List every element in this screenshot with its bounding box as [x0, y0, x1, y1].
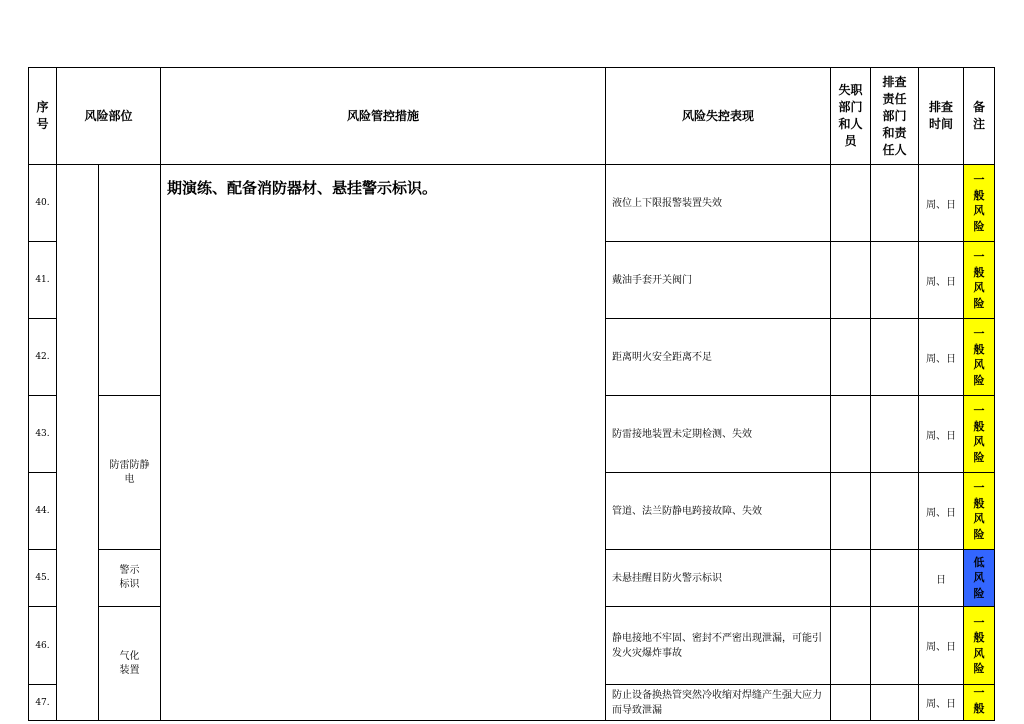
header-seq: [29, 68, 57, 165]
risk-level-cell: [964, 396, 995, 473]
row-number: 43.: [29, 396, 57, 473]
check-time-cell: 周、日: [919, 607, 964, 685]
header-check-time-text: 排查时间: [929, 100, 954, 131]
risk-level-text: 一般: [973, 686, 985, 715]
failure-cell: 防雷接地装置未定期检测、失效: [606, 396, 831, 473]
check-resp-cell: [871, 685, 919, 721]
table-row: [29, 165, 995, 242]
risk-level-cell: [964, 319, 995, 396]
check-resp-cell: [871, 165, 919, 242]
row-number: 44.: [29, 473, 57, 550]
risk-level-text: 一般风险: [973, 327, 985, 387]
measures-cell: 期演练、配备消防器材、悬挂警示标识。: [161, 165, 606, 721]
check-time-cell: 周、日: [919, 473, 964, 550]
check-time-cell: 周、日: [919, 165, 964, 242]
dept-cell: [831, 396, 871, 473]
header-failure: 风险失控表现: [606, 68, 831, 165]
location-sub-blank: [99, 165, 161, 396]
check-resp-cell: [871, 242, 919, 319]
dept-cell: [831, 242, 871, 319]
row-number: 45.: [29, 550, 57, 607]
check-resp-cell: [871, 607, 919, 685]
risk-level-text: 一般风险: [973, 250, 985, 310]
row-number: 41.: [29, 242, 57, 319]
risk-level-cell: [964, 607, 995, 685]
dept-cell: [831, 607, 871, 685]
risk-level-cell: [964, 165, 995, 242]
check-time-cell: 周、日: [919, 396, 964, 473]
failure-cell: 距离明火安全距离不足: [606, 319, 831, 396]
failure-cell: 防止设备换热管突然冷收缩对焊缝产生强大应力而导致泄漏: [606, 685, 831, 721]
location-gasify: [99, 607, 161, 721]
location-merged-cell: [57, 165, 99, 721]
dept-cell: [831, 319, 871, 396]
location-warning-text: 警示标识: [119, 565, 140, 590]
risk-level-cell: [964, 550, 995, 607]
dept-cell: [831, 685, 871, 721]
failure-cell: 未悬挂醒目防火警示标识: [606, 550, 831, 607]
risk-control-table: [28, 67, 995, 721]
risk-level-text: 一般风险: [973, 615, 985, 675]
risk-level-cell: [964, 685, 995, 721]
check-resp-cell: [871, 473, 919, 550]
header-row: [29, 68, 995, 165]
check-time-cell: 周、日: [919, 242, 964, 319]
failure-cell: 戴油手套开关阀门: [606, 242, 831, 319]
header-dept: [831, 68, 871, 165]
header-location: 风险部位: [57, 68, 161, 165]
location-warning: [99, 550, 161, 607]
risk-level-text: 一般风险: [973, 481, 985, 541]
dept-cell: [831, 473, 871, 550]
row-number: 42.: [29, 319, 57, 396]
risk-level-text: 一般风险: [973, 173, 985, 233]
dept-cell: [831, 165, 871, 242]
row-number: 40.: [29, 165, 57, 242]
header-remark-text: 备注: [973, 100, 986, 131]
check-resp-cell: [871, 396, 919, 473]
location-lightning-text: 防雷防静电: [109, 459, 150, 485]
header-measures: 风险管控措施: [161, 68, 606, 165]
header-check-resp: [871, 68, 919, 165]
risk-level-text: 一般风险: [973, 404, 985, 464]
risk-level-cell: [964, 473, 995, 550]
row-number: 47.: [29, 685, 57, 721]
header-dept-text: 失职部门和人员: [838, 83, 863, 148]
failure-cell: 管道、法兰防静电跨接故障、失效: [606, 473, 831, 550]
risk-level-cell: [964, 242, 995, 319]
header-check-resp-text: 排查责任部门和责任人: [882, 74, 907, 157]
row-number: 46.: [29, 607, 57, 685]
check-time-cell: 日: [919, 550, 964, 607]
check-resp-cell: [871, 550, 919, 607]
failure-cell: 静电接地不牢固、密封不严密出现泄漏，可能引发火灾爆炸事故: [606, 607, 831, 685]
check-time-cell: 周、日: [919, 685, 964, 721]
header-check-time: [919, 68, 964, 165]
check-resp-cell: [871, 319, 919, 396]
header-remark: [964, 68, 995, 165]
dept-cell: [831, 550, 871, 607]
check-time-cell: 周、日: [919, 319, 964, 396]
failure-cell: 液位上下限报警装置失效: [606, 165, 831, 242]
header-seq-text: 序号: [36, 100, 49, 131]
location-gasify-text: 气化装置: [119, 650, 140, 676]
risk-level-text: 低风险: [973, 555, 985, 600]
location-lightning: [99, 396, 161, 550]
